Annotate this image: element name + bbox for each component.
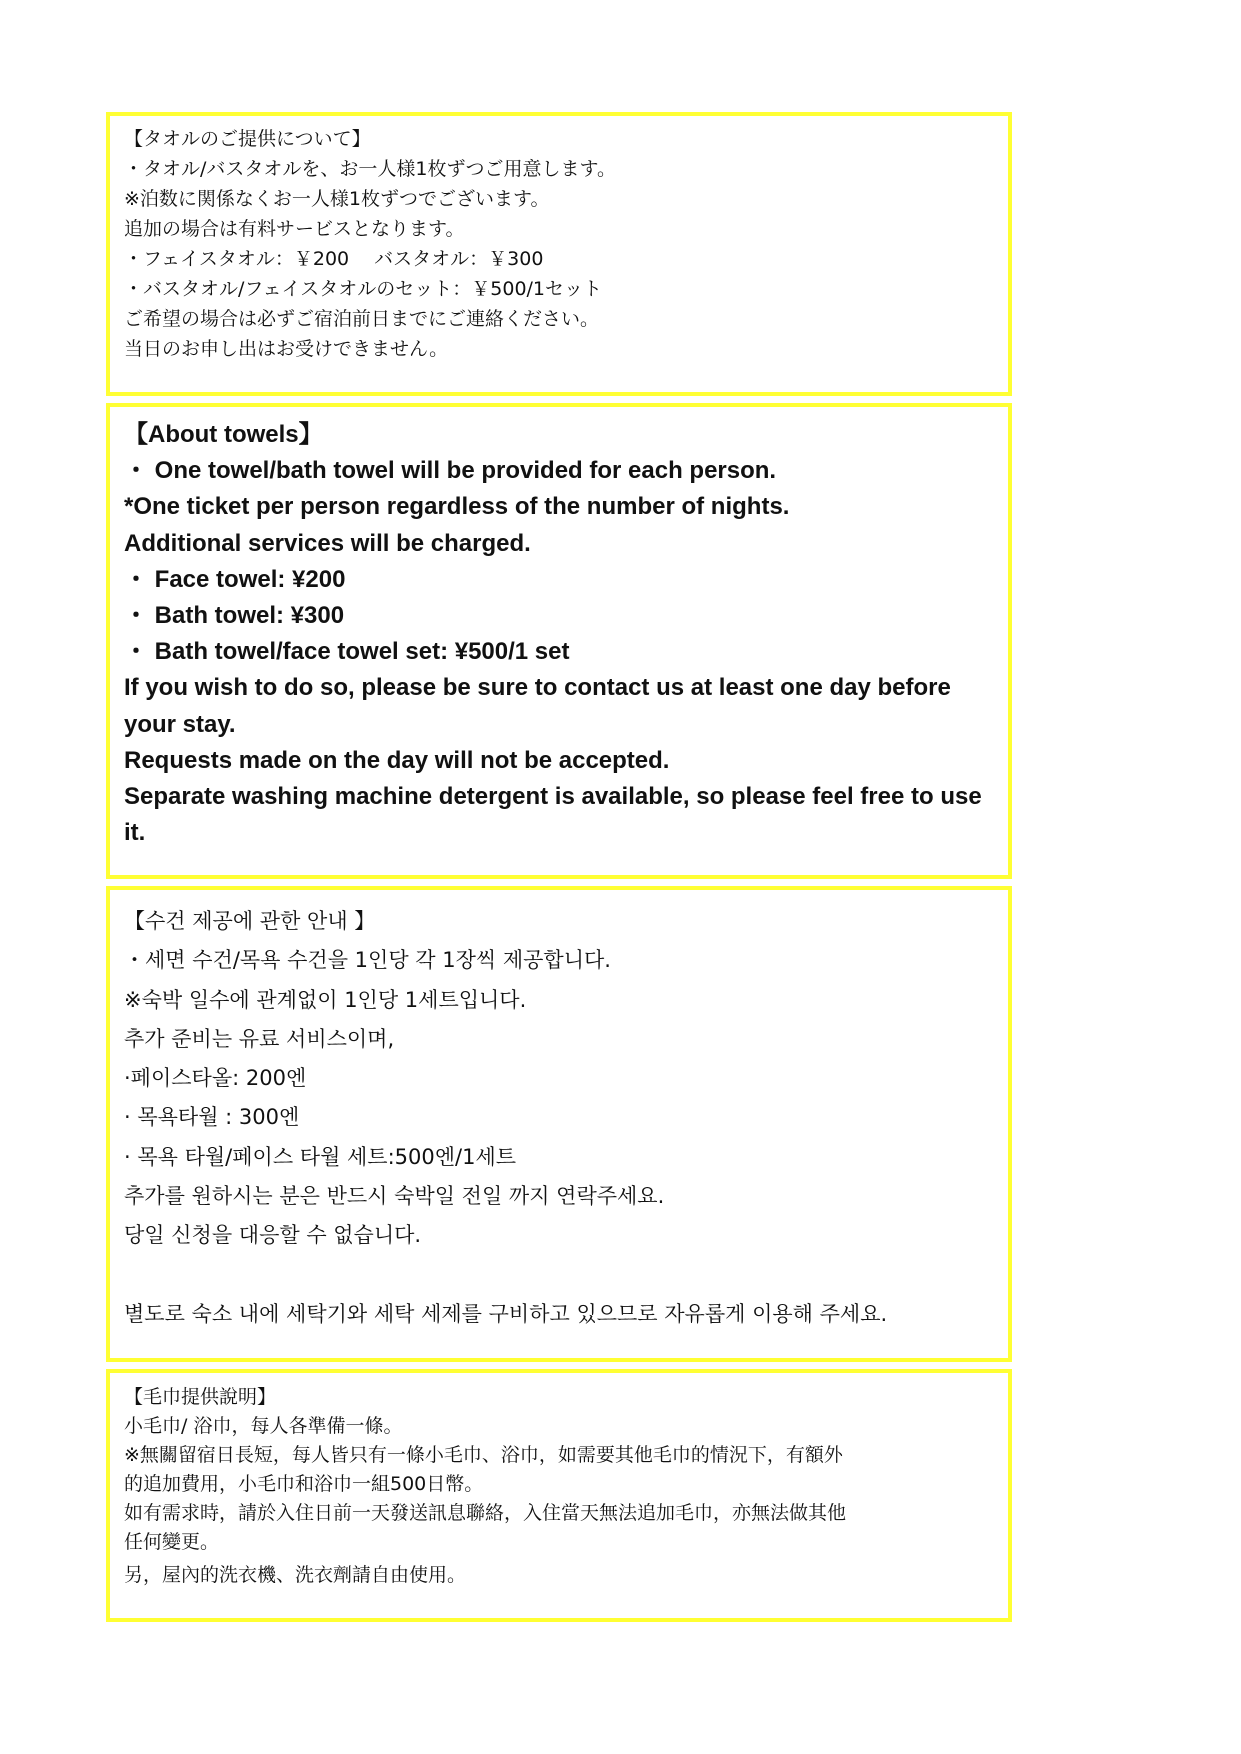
towel-notice-chinese — [106, 1369, 1012, 1622]
notice-title: 【タオルのご提供について】 — [124, 128, 371, 150]
notice-line: ・ Face towel: ¥200 — [124, 565, 346, 593]
notice-line: 当日のお申し出はお受けできません。 — [124, 338, 449, 360]
notice-line: 당일 신청을 대응할 수 없습니다. — [124, 1223, 422, 1248]
notice-line: 追加の場合は有料サービスとなります。 — [124, 218, 465, 240]
notice-line: ・フェイスタオル：￥200 バスタオル：￥300 — [124, 248, 544, 270]
notice-line: 的追加費用，小毛巾和浴巾一組500日幣。 — [124, 1473, 484, 1495]
notice-line: ※無關留宿日長短，每人皆只有一條小毛巾、浴巾，如需要其他毛巾的情況下，有額外 — [124, 1444, 843, 1466]
notice-line: If you wish to do so, please be sure to contact us at least one day before your stay. — [124, 674, 951, 738]
notice-line: ・タオル/バスタオルを、お一人様1枚ずつご用意します。 — [124, 158, 616, 180]
towel-notice-korean — [106, 886, 1012, 1362]
notice-line: Additional services will be charged. — [124, 529, 531, 557]
notice-line: 任何變更。 — [124, 1531, 220, 1553]
notice-line: 추가를 원하시는 분은 반드시 숙박일 전일 까지 연락주세요. — [124, 1184, 665, 1209]
notice-line: Requests made on the day will not be accepted. — [124, 746, 670, 774]
notice-line: ·페이스타올: 200엔 — [124, 1066, 307, 1091]
notice-line: ・バスタオル/フェイスタオルのセット：￥500/1セット — [124, 278, 603, 300]
towel-notice-japanese — [106, 112, 1012, 396]
towel-notice-english — [106, 403, 1012, 879]
notice-title: 【수건 제공에 관한 안내 】 — [124, 909, 376, 933]
notice-line: ・ Bath towel/face towel set: ¥500/1 set — [124, 638, 570, 666]
notice-line: · 목욕타월 : 300엔 — [124, 1105, 300, 1130]
notice-line: ご希望の場合は必ずご宿泊前日までにご連絡ください。 — [124, 308, 600, 330]
notice-line: ・ Bath towel: ¥300 — [124, 602, 345, 630]
notice-line: 별도로 숙소 내에 세탁기와 세탁 세제를 구비하고 있으므로 자유롭게 이용해 주세요. — [124, 1301, 888, 1326]
notice-title: 【毛巾提供說明】 — [124, 1386, 277, 1408]
notice-line: ・ One towel/bath towel will be provided for each person. — [124, 457, 777, 485]
paragraph-gap — [124, 1256, 996, 1295]
notice-line: ※숙박 일수에 관계없이 1인당 1세트입니다. — [124, 987, 527, 1012]
notice-line: Separate washing machine detergent is available, so please feel free to use it. — [124, 783, 982, 847]
notice-line: 추가 준비는 유료 서비스이며, — [124, 1026, 395, 1051]
notice-line: *One ticket per person regardless of the number of nights. — [124, 493, 790, 521]
notice-line: 小毛巾/ 浴巾，每人各準備一條。 — [124, 1415, 403, 1437]
notice-title: 【About towels】 — [124, 421, 323, 448]
notice-line: 另，屋內的洗衣機、洗衣劑請自由使用。 — [124, 1564, 467, 1586]
notice-line: 如有需求時，請於入住日前一天發送訊息聯絡，入住當天無法追加毛巾，亦無法做其他 — [124, 1502, 847, 1524]
notice-line: ・세면 수건/목욕 수건을 1인당 각 1장씩 제공합니다. — [124, 948, 611, 973]
notice-line: · 목욕 타월/페이스 타월 세트:500엔/1세트 — [124, 1144, 517, 1169]
notice-line: ※泊数に関係なくお一人様1枚ずつでございます。 — [124, 188, 550, 210]
